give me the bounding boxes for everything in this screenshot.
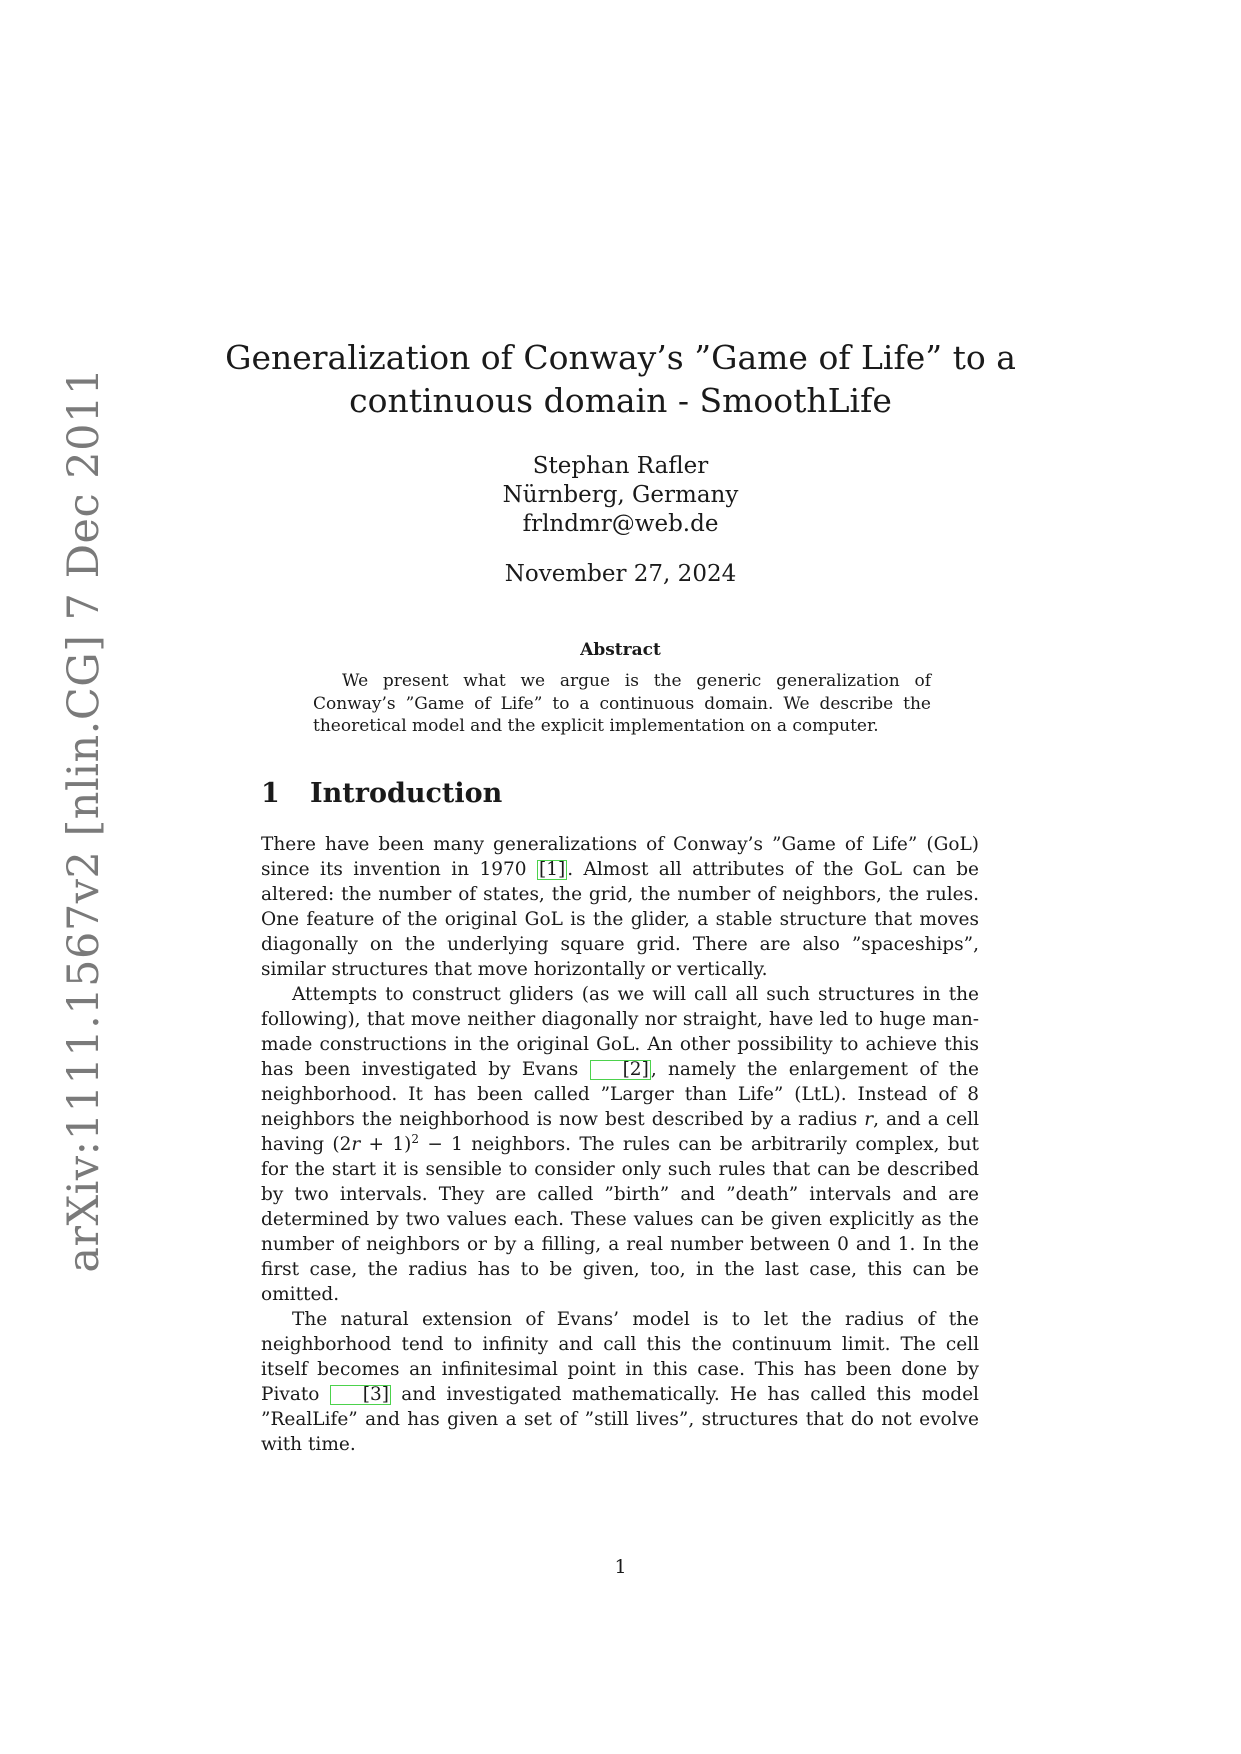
paragraph-text: . Almost all attributes of the GoL can be altered: the number of states, the grid, the number of neighbors, the rules. One feature of the original GoL is the glider, a stable structure that moves diagonally on the underlying square grid. There are also ”spaceships”, similar structures that move horizontally or vertically. <box>261 859 979 980</box>
math-exponent: 2 <box>411 1131 420 1146</box>
paragraph-text: , and a cell having (2 <box>261 1109 979 1155</box>
paragraph-text: Attempts to construct gliders (as we will call all such structures in the following), that move neither diagonally nor straight, have led to huge man-made constructions in the original GoL. An other possibility to achieve this has been investigated by Evans <box>261 984 979 1080</box>
paragraph-text: and investigated mathematically. He has called this model ”RealLife” and has given a set of ”still lives”, structures that do not evolve with time. <box>261 1384 979 1455</box>
paragraph-text: , namely the enlargement of the neighborhood. It has been called ”Larger than Life” (LtL). Instead of 8 neighbors the neighborhood is now best described by a radius <box>261 1059 979 1130</box>
section-number: 1 <box>261 778 280 809</box>
paragraph-text: The natural extension of Evans’ model is to let the radius of the neighborhood tend to infinity and call this the continuum limit. The cell itself becomes an infinitesimal point in this case. This has been done by Pivato <box>261 1309 979 1405</box>
intro-paragraph-3 <box>261 1307 979 1457</box>
title-line-2: continuous domain - SmoothLife <box>349 381 892 420</box>
arxiv-sidebar-stamp: arXiv:1111.1567v2 [nlin.CG] 7 Dec 2011 <box>59 367 109 1273</box>
author-block <box>200 452 1041 539</box>
page-number: 1 <box>614 1556 627 1578</box>
introduction-body <box>261 832 979 1457</box>
citation-link-1[interactable]: [1] <box>539 859 566 880</box>
section-heading <box>261 778 502 809</box>
math-variable: r <box>864 1109 874 1130</box>
title-line-1: Generalization of Conway’s ”Game of Life” to a <box>225 338 1016 377</box>
abstract-heading: Abstract <box>580 640 661 660</box>
author-name: Stephan Rafler <box>532 453 709 479</box>
paragraph-text: − 1 neighbors. The rules can be arbitrarily complex, but for the start it is sensible to consider only such rules that can be described by two intervals. They are called ”birth” and ”death” intervals and are determined by two values each. These values can be given explicitly as the number of neighbors or by a filling, a real number between 0 and 1. In the first case, the radius has to be given, too, in the last case, this can be omitted. <box>261 1134 979 1305</box>
paper-title <box>200 336 1041 422</box>
author-email: frlndmr@web.de <box>522 511 719 537</box>
author-affiliation: Nürnberg, Germany <box>502 482 739 508</box>
intro-paragraph-2 <box>261 982 979 1307</box>
paragraph-text: There have been many generalizations of Conway’s ”Game of Life” (GoL) since its invention in 1970 <box>261 834 979 880</box>
citation-link-2[interactable]: [2] <box>590 1060 651 1080</box>
paper-date: November 27, 2024 <box>504 561 737 587</box>
intro-paragraph-1 <box>261 832 979 982</box>
section-title: Introduction <box>310 778 503 809</box>
abstract-text: We present what we argue is the generic generalization of Conway’s ”Game of Life” to a continuous domain. We describe the theoretical model and the explicit implementation on a computer. <box>313 671 931 736</box>
citation-link-3[interactable]: [3] <box>330 1385 391 1405</box>
paragraph-text: + 1) <box>360 1134 412 1155</box>
math-variable: r <box>351 1134 361 1155</box>
